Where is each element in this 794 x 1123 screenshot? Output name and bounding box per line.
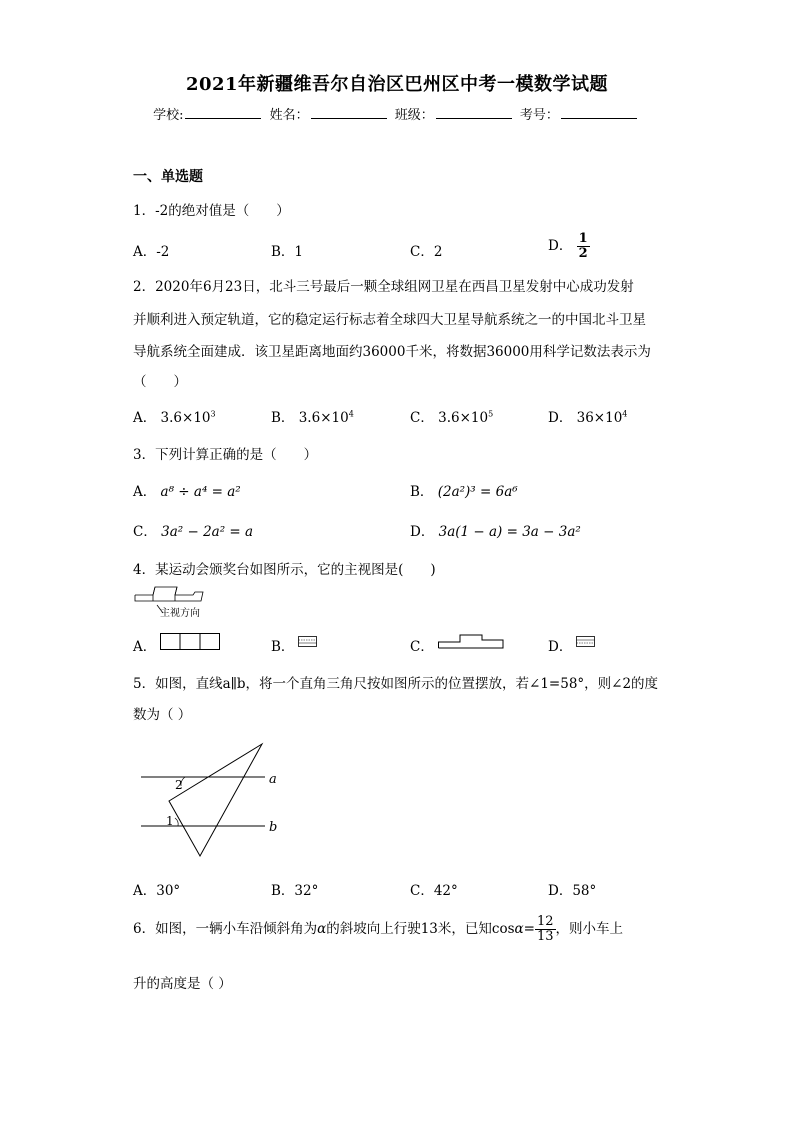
q6-eq: = (523, 921, 535, 937)
q6-alpha: α (317, 921, 327, 937)
class-label: 班级： (394, 108, 434, 123)
option-exponent: 4 (622, 409, 628, 419)
q5-option-b: B．32° (271, 883, 319, 899)
option-expression: 3a² − 2a² = a (161, 524, 254, 540)
option-prefix: C． (410, 410, 434, 426)
page-title: 2021年新疆维吾尔自治区巴州区中考一模数学试题 (185, 74, 609, 95)
q1-option-a: A．-2 (133, 244, 170, 260)
question-5-line-2: 数为（ ） (133, 707, 192, 723)
number-label: 考号： (519, 108, 559, 123)
q2-option-c (410, 406, 493, 426)
section-title: 一、单选题 (133, 169, 203, 185)
q5-option-d: D．58° (548, 883, 597, 899)
triangle-ruler (169, 744, 262, 856)
option-prefix: B． (271, 410, 295, 426)
option-exponent: 3 (210, 409, 216, 419)
option-expression: (2a²)³ = 6a⁶ (437, 484, 518, 500)
q3-option-d (410, 520, 581, 540)
q2-option-b (271, 406, 354, 426)
q6-fraction (535, 915, 556, 944)
question-2-line-2: 并顺利进入预定轨道，它的稳定运行标志着全球四大卫星导航系统之一的中国北斗卫星 (133, 312, 646, 328)
parallel-lines-figure (133, 738, 293, 863)
question-2-line-4: （ ） (133, 374, 187, 390)
q1-option-c: C．2 (410, 244, 443, 260)
option-expression: 3a(1 − a) = 3a − 3a² (438, 524, 581, 540)
option-base: 3.6×10 (298, 410, 349, 426)
fraction-numerator: 1 (578, 231, 588, 246)
q4-option-c: C． (410, 639, 434, 655)
q1-option-d-prefix: D． (548, 238, 573, 254)
option-base: 3.6×10 (160, 410, 211, 426)
q4-option-b: B． (271, 639, 295, 655)
q1-option-d-fraction (577, 232, 590, 261)
q4-option-c-figure (438, 633, 504, 649)
question-1-stem: 1．-2的绝对值是（ ） (133, 203, 290, 219)
view-direction-label: 主视方向 (160, 608, 200, 619)
q3-option-b (410, 480, 518, 500)
q4-option-d-figure (576, 636, 596, 648)
option-prefix: C． (133, 524, 157, 540)
q3-option-c (133, 520, 253, 540)
q6-text-1: 6．如图，一辆小车沿倾斜角为 (133, 921, 318, 937)
option-prefix: D． (548, 410, 573, 426)
fraction-denominator: 2 (578, 246, 588, 261)
question-2-line-1: 2．2020年6月23日，北斗三号最后一颗全球组网卫星在西昌卫星发射中心成功发射 (133, 279, 634, 295)
q5-option-a: A．30° (133, 883, 181, 899)
q4-option-a: A． (133, 639, 157, 655)
question-4-stem: 4．某运动会颁奖台如图所示，它的主视图是( ) (133, 562, 436, 578)
fraction-denominator: 13 (536, 929, 554, 944)
q4-option-d: D． (548, 639, 573, 655)
school-label: 学校: (153, 108, 184, 123)
question-6-line-1 (133, 915, 623, 944)
q2-option-d (548, 406, 627, 426)
label-angle-1: 1 (166, 814, 174, 828)
option-expression: a⁸ ÷ a⁴ = a² (160, 484, 241, 500)
school-blank (185, 106, 261, 119)
q1-option-d (548, 232, 590, 261)
number-blank (561, 106, 637, 119)
q6-text-2: 的斜坡向上行驶13米，已知cos (326, 921, 515, 937)
q4-option-b-figure (298, 636, 318, 648)
class-blank (436, 106, 512, 119)
question-2-line-3: 导航系统全面建成．该卫星距离地面约36000千米，将数据36000用科学记数法表示为 (133, 344, 651, 360)
q2-option-a (133, 406, 216, 426)
q4-option-a-figure (160, 633, 220, 651)
q1-option-b: B．1 (271, 244, 304, 260)
q6-text-3: ，则小车上 (555, 921, 623, 937)
option-exponent: 4 (348, 409, 354, 419)
option-prefix: A． (133, 410, 157, 426)
label-b: b (269, 820, 278, 835)
question-3-stem: 3．下列计算正确的是（ ） (133, 447, 318, 463)
label-a: a (269, 772, 277, 787)
fraction-numerator: 12 (536, 914, 554, 929)
question-6-line-2: 升的高度是（ ） (133, 976, 232, 992)
q3-option-a (133, 480, 241, 500)
name-blank (311, 106, 387, 119)
name-label: 姓名： (269, 108, 309, 123)
option-base: 36×10 (576, 410, 623, 426)
option-prefix: D． (410, 524, 435, 540)
q6-alpha-2: α (514, 921, 524, 937)
option-prefix: B． (410, 484, 434, 500)
option-prefix: A． (133, 484, 157, 500)
option-base: 3.6×10 (438, 410, 489, 426)
option-exponent: 5 (488, 409, 494, 419)
label-angle-2: 2 (175, 778, 183, 792)
student-info-line (0, 104, 794, 123)
q5-option-c: C．42° (410, 883, 458, 899)
question-5-line-1: 5．如图，直线a∥b，将一个直角三角尺按如图所示的位置摆放，若∠1=58°，则∠2的度 (133, 676, 659, 692)
